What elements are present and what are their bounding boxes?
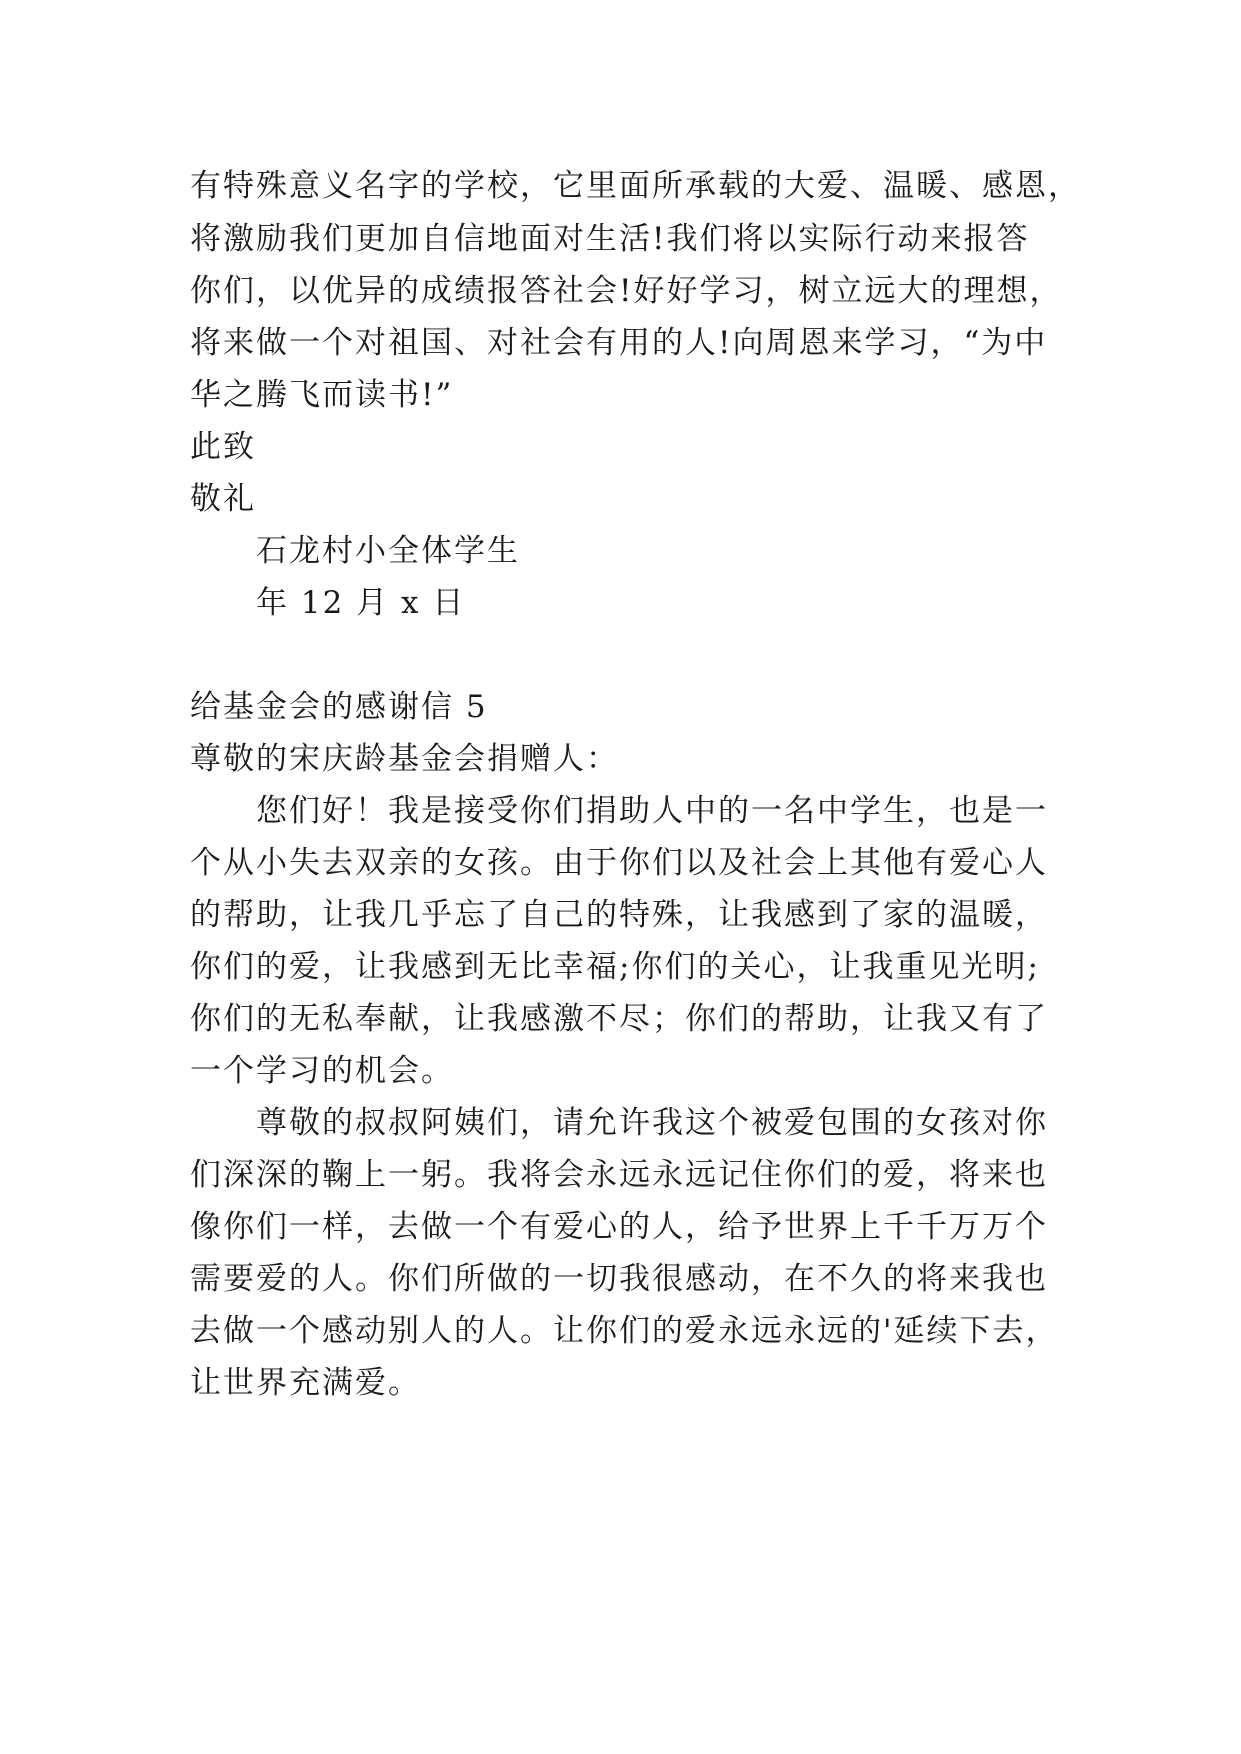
text-line: 们深深的鞠上一躬。我将会永远永远记住你们的爱，将来也 <box>190 1157 1048 1193</box>
text-line: 让世界充满爱。 <box>190 1365 421 1401</box>
date-line: 年 12 月 x 日 <box>256 585 466 621</box>
signature: 石龙村小全体学生 <box>256 533 520 569</box>
text-line: 个从小失去双亲的女孩。由于你们以及社会上其他有爱心人 <box>190 845 1048 881</box>
salutation: 尊敬的宋庆龄基金会捐赠人： <box>190 741 619 777</box>
text-line: 像你们一样，去做一个有爱心的人，给予世界上千千万万个 <box>190 1209 1048 1245</box>
text-line: 你们的无私奉献，让我感激不尽；你们的帮助，让我又有了 <box>190 1001 1048 1037</box>
text-line: 一个学习的机会。 <box>190 1053 454 1089</box>
letter-title: 给基金会的感谢信 5 <box>190 689 488 725</box>
closing-line: 敬礼 <box>190 481 256 517</box>
text-line: 你们，以优异的成绩报答社会!好好学习，树立远大的理想， <box>190 273 1063 309</box>
text-line: 华之腾飞而读书!” <box>190 377 454 413</box>
text-line: 您们好！我是接受你们捐助人中的一名中学生，也是一 <box>256 793 1048 829</box>
closing-line: 此致 <box>190 429 256 465</box>
text-line: 将来做一个对祖国、对社会有用的人!向周恩来学习，“为中 <box>190 325 1048 361</box>
text-line: 的帮助，让我几乎忘了自己的特殊，让我感到了家的温暖， <box>190 897 1048 933</box>
text-line: 将激励我们更加自信地面对生活!我们将以实际行动来报答 <box>190 221 1030 257</box>
text-line: 需要爱的人。你们所做的一切我很感动，在不久的将来我也 <box>190 1261 1048 1297</box>
text-line: 有特殊意义名字的学校，它里面所承载的大爱、温暖、感恩， <box>190 168 1081 204</box>
document-page <box>190 0 1081 1754</box>
text-line: 尊敬的叔叔阿姨们，请允许我这个被爱包围的女孩对你 <box>256 1105 1048 1141</box>
text-line: 去做一个感动别人的人。让你们的爱永远永远的'延续下去， <box>190 1313 1059 1349</box>
text-line: 你们的爱，让我感到无比幸福;你们的关心，让我重见光明; <box>190 949 1040 985</box>
